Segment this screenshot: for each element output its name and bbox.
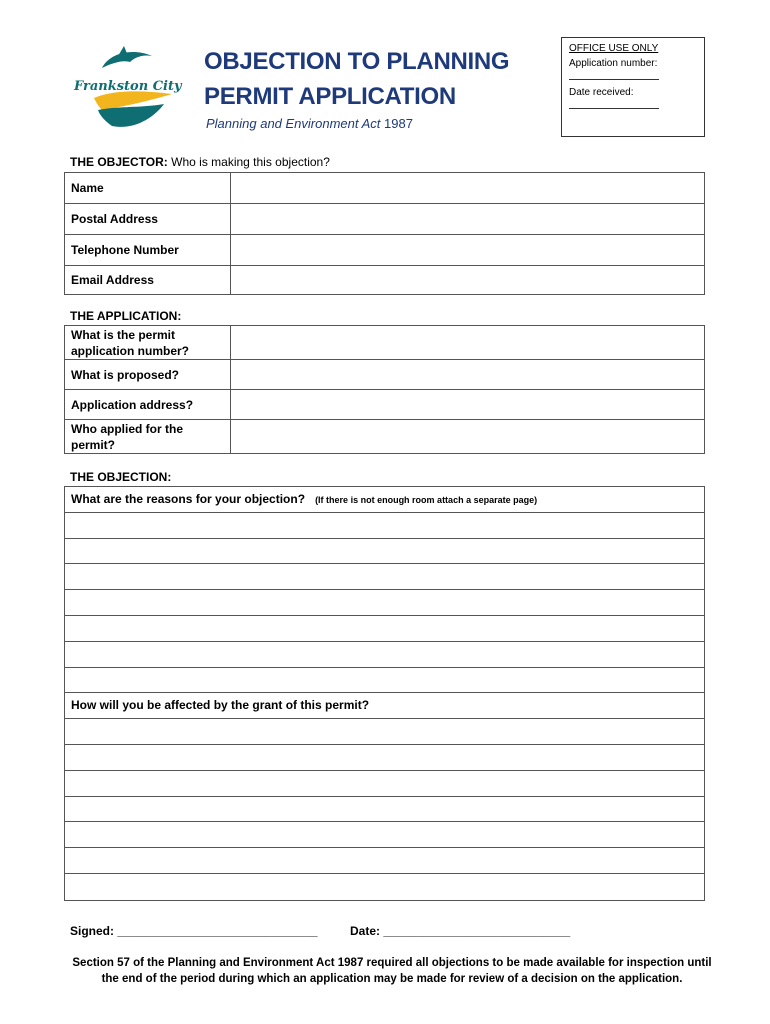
affected-line[interactable] xyxy=(65,874,704,900)
date-received-label: Date received: xyxy=(569,87,634,98)
affected-line[interactable] xyxy=(65,822,704,848)
application-heading: THE APPLICATION: xyxy=(70,309,182,323)
affected-line[interactable] xyxy=(65,745,704,771)
affected-line[interactable] xyxy=(65,848,704,874)
email-label: Email Address xyxy=(65,266,231,295)
permit-number-field[interactable] xyxy=(231,326,705,360)
application-address-field[interactable] xyxy=(231,390,705,420)
title-line-1: OBJECTION TO PLANNING xyxy=(204,48,510,75)
objector-heading xyxy=(70,155,330,169)
postal-address-label: Postal Address xyxy=(65,204,231,235)
reasons-line[interactable] xyxy=(65,668,704,694)
date-received-line[interactable] xyxy=(569,100,659,109)
affected-question-row xyxy=(65,693,704,719)
reasons-question: What are the reasons for your objection? xyxy=(71,492,306,506)
objection-heading: THE OBJECTION: xyxy=(70,470,172,484)
date-line[interactable]: ____________________________ xyxy=(383,924,571,938)
reasons-question-row xyxy=(65,487,704,513)
objector-question: Who is making this objection? xyxy=(171,155,330,169)
signed-line[interactable]: ______________________________ xyxy=(117,924,318,938)
subtitle-year: 1987 xyxy=(384,116,413,131)
office-use-heading: OFFICE USE ONLY xyxy=(569,43,659,54)
objector-table xyxy=(64,172,705,295)
date-label: Date: xyxy=(350,924,381,938)
email-field[interactable] xyxy=(231,266,705,295)
reasons-line[interactable] xyxy=(65,590,704,616)
signed-block[interactable] xyxy=(70,924,318,938)
name-label: Name xyxy=(65,173,231,204)
subtitle-act: Planning and Environment Act xyxy=(206,116,381,131)
footer-note: Section 57 of the Planning and Environment Act 1987 required all objections to be made available for inspection until the end of the period during which an application may be made for review of a decision on the application. xyxy=(72,957,712,985)
affected-line[interactable] xyxy=(65,797,704,823)
reasons-line[interactable] xyxy=(65,642,704,668)
postal-address-field[interactable] xyxy=(231,204,705,235)
page-title xyxy=(204,44,534,114)
frankston-city-logo xyxy=(72,46,184,132)
date-block[interactable] xyxy=(350,924,570,938)
signed-label: Signed: xyxy=(70,924,114,938)
logo-text: Frankston City xyxy=(74,79,182,94)
telephone-label: Telephone Number xyxy=(65,235,231,266)
applicant-field[interactable] xyxy=(231,420,705,454)
applicant-label: Who applied for the permit? xyxy=(65,420,231,454)
office-use-box xyxy=(561,37,705,137)
proposed-label: What is proposed? xyxy=(65,360,231,390)
reasons-line[interactable] xyxy=(65,564,704,590)
affected-question: How will you be affected by the grant of this permit? xyxy=(71,698,370,713)
reasons-line[interactable] xyxy=(65,539,704,565)
proposed-field[interactable] xyxy=(231,360,705,390)
reasons-note: (If there is not enough room attach a separate page) xyxy=(315,495,538,505)
objection-table xyxy=(64,486,705,901)
permit-number-label: What is the permit application number? xyxy=(65,326,231,360)
objector-heading-text: THE OBJECTOR: xyxy=(70,155,168,169)
application-address-label: Application address? xyxy=(65,390,231,420)
telephone-field[interactable] xyxy=(231,235,705,266)
affected-line[interactable] xyxy=(65,771,704,797)
application-number-line[interactable] xyxy=(569,71,659,80)
application-number-label: Application number: xyxy=(569,58,658,69)
name-field[interactable] xyxy=(231,173,705,204)
subtitle xyxy=(206,116,413,131)
application-table xyxy=(64,325,705,454)
reasons-line[interactable] xyxy=(65,513,704,539)
affected-line[interactable] xyxy=(65,719,704,745)
reasons-line[interactable] xyxy=(65,616,704,642)
title-line-2: PERMIT APPLICATION xyxy=(204,83,456,110)
